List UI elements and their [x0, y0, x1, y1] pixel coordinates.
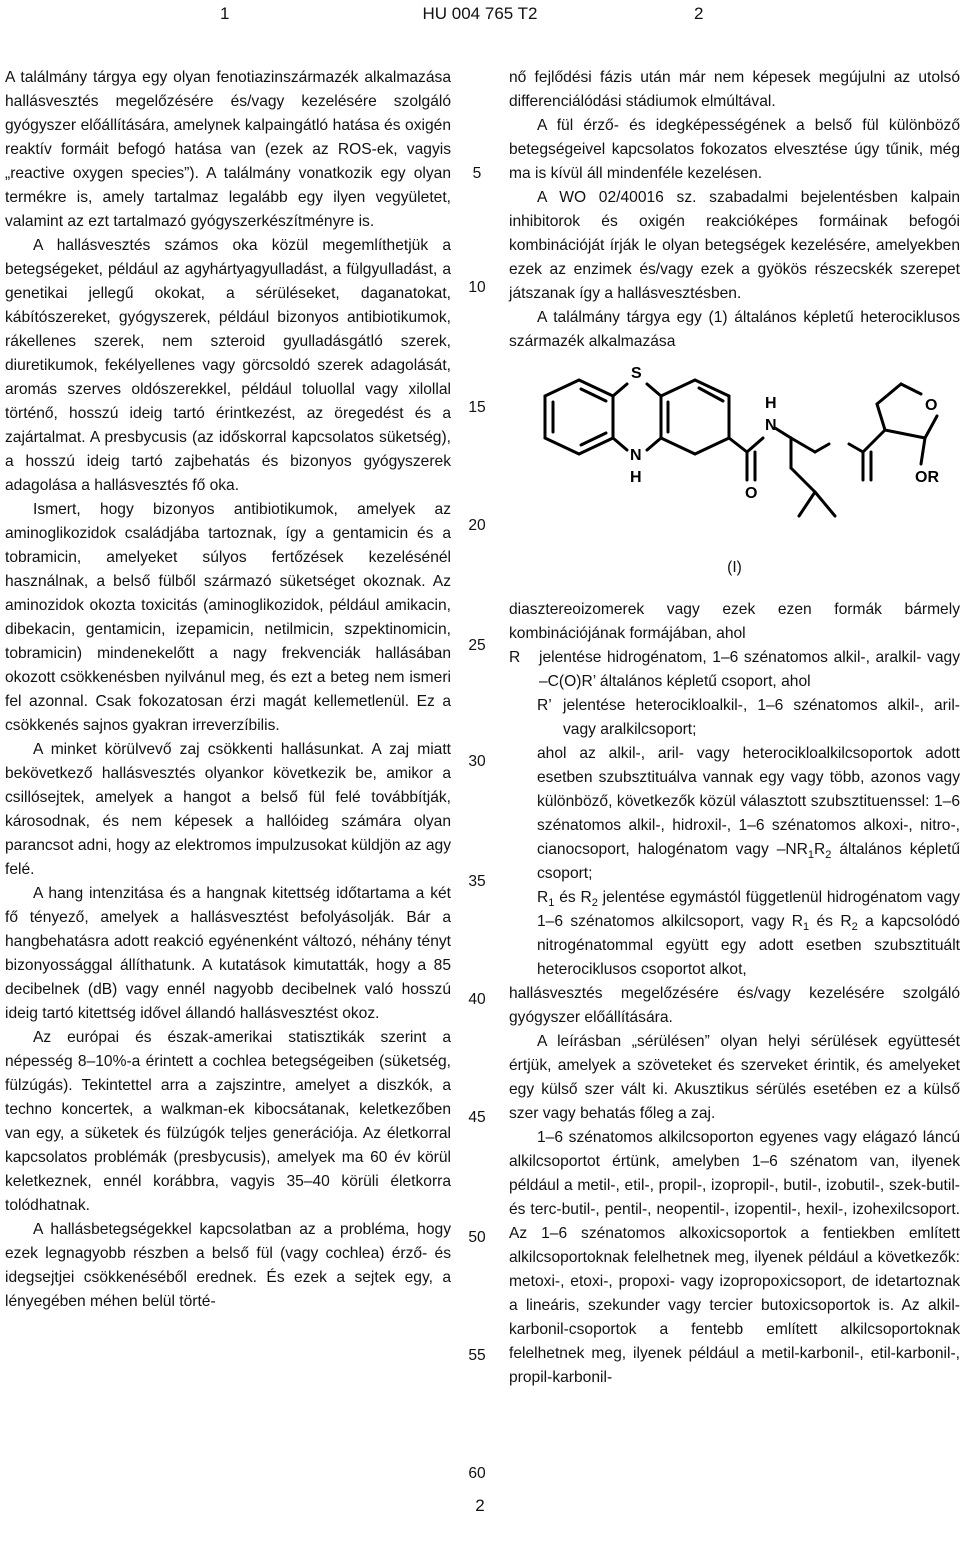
text: és R: [554, 889, 592, 906]
text: jelentése egymástól függetlenül hidrogénatom vagy 1–6 szénatomos alkilcsoport, vagy R: [537, 889, 960, 930]
oxygen-atom-label: O: [925, 397, 938, 414]
line-number: 55: [468, 1347, 486, 1364]
text: és R: [809, 913, 852, 930]
paragraph: A hallásvesztés számos oka közül megemlíthetjük a betegségeket, például az agyhártyagyulladást, a fülgyulladást, a genetikai jellegű okokat, a sérüléseket, daganatokat, kábítószereket, gyógyszerek, például bizonyos antibiotikumok, rákellenes szerek, nem szteroid gyulladásgátló szerek, diuretikumok, fekélyellenes vagy görcsoldó szerek adagolását, aromás szerves oldószerekkel, például toluollal vagy xilollal történő, hosszú ideig tartó érintkezést, az öregedést és a zajártalmat. A presbycusis (az időskorral kapcsolatos süketség), a hosszú ideig tartó zajbehatás és bizonyos gyógyszerek adagolása a hallásvesztés fő oka.: [5, 237, 451, 494]
subscript: 2: [591, 897, 598, 910]
line-number: 10: [468, 279, 486, 296]
oxygen-atom-label: O: [745, 485, 758, 502]
paragraph: hallásvesztés megelőzésére és/vagy kezelésére szolgáló gyógyszer előállítására.: [509, 985, 960, 1026]
structural-formula: [523, 356, 953, 556]
nitrogen-atom-label: N: [630, 447, 642, 464]
definition-r: [509, 646, 960, 694]
line-number: 5: [472, 165, 482, 182]
right-column: [509, 66, 960, 1390]
paragraph: Az európai és észak-amerikai statisztikák szerint a népesség 8–10%-a érintett a cochlea betegségeiben (süketség, fülzúgás). Tekintettel arra a zajszintre, amelyet a diszkók, a techno koncertek, a walkman-ek kibocsátanak, keletkezőben van egy, a süketek és fülzúgók teljes generációja. Az életkorral kapcsolatos problémák (presbycusis), amelyek ma 60 év körül keletkeznek, ennél korábbra, vagyis 35–40 körüli életkorra tolódhatnak.: [5, 1029, 451, 1214]
paragraph: A találmány tárgya egy (1) általános képletű heterociklusos származék alkalmazása: [509, 309, 960, 350]
paragraph: A WO 02/40016 sz. szabadalmi bejelentésben kalpain inhibitorok és oxigén reakcióképes formáinak befogói kombinációját írják le olyan betegségek kezelésére, amelyekben ezek az enzimek és/vagy ezek a gyökös részecskék szerepet játszanak így a hallásvesztésben.: [509, 189, 960, 302]
line-number: 15: [468, 399, 486, 416]
formula-label: (I): [727, 559, 742, 576]
hydrogen-atom-label: H: [630, 469, 642, 486]
line-number: 20: [468, 517, 486, 534]
patent-id: HU 004 765 T2: [422, 4, 538, 23]
paragraph: A hang intenzitása és a hangnak kitettség időtartama a két fő tényező, amelyek a hallásvesztést befolyásolják. Bár a hangbehatásra adott reakció egyénenként változó, néhány tényt bizonyossággal állíthatunk. A kutatások kimutatták, hogy a 85 decibelnek (dB) vagy ennél nagyobb decibelnek való hosszú ideig tartó kitettség idővel állandó hallásvesztést okoz.: [5, 885, 451, 1022]
symbol: R’: [537, 697, 552, 714]
line-number: 60: [468, 1465, 486, 1482]
right-page-number: 2: [694, 4, 704, 23]
page-footer-number: 2: [475, 1496, 485, 1515]
definition-text: jelentése hidrogénatom, 1–6 szénatomos alkil-, aralkil- vagy –C(O)R’ általános képletű csoport, ahol: [539, 649, 960, 690]
subscript: 1: [807, 849, 815, 862]
line-number: 30: [468, 753, 486, 770]
definition-r1-r2: [509, 886, 960, 982]
paragraph: A fül érző- és idegképességének a belső fül különböző betegségeivel kapcsolatos fokozatos elvesztése úgy tűnik, még ma is kívül áll mindenféle kezelésen.: [509, 117, 960, 182]
left-column: [5, 66, 451, 1314]
text: R: [814, 841, 826, 858]
paragraph: nő fejlődési fázis után már nem képesek megújulni az utolsó differenciálódási stádiumok elmúltával.: [509, 69, 960, 110]
text: ahol az alkil-, aril- vagy heterocikloalkilcsoportok adott esetben szubsztituálva vannak egy vagy több, azonos vagy különböző, következők közül választott szubsztituenssel: 1–6 szénatomos alkil-, hidroxil-, 1–6 szénatomos alkoxi-, nitro-, cianocsoport, halogénatom vagy –NR: [537, 745, 960, 858]
paragraph: A minket körülvevő zaj csökkenti hallásunkat. A zaj miatt bekövetkező hallásvesztés olyankor következik be, amikor a csillósejtek, amelyek a hangot a belső fül felé továbbítják, károsodnak, és nem képesek a hallóideg számára olyan parancsot adni, hogy az elektromos impulzusokat küldjön az agy felé.: [5, 741, 451, 878]
text: R: [537, 889, 549, 906]
substituent-definition: [509, 742, 960, 886]
symbol: R: [509, 649, 521, 666]
paragraph: A leírásban „sérülésen” olyan helyi sérülések együttesét értjük, amelyek a szöveteket és szerveket érintik, és amelyeket egy külső szer vált ki. Akusztikus sérülés esetében ez a külső szer vagy behatás főleg a zaj.: [509, 1033, 960, 1122]
subscript: 1: [803, 921, 810, 934]
hydrogen-atom-label: H: [765, 395, 777, 412]
subscript: 2: [825, 849, 832, 862]
subscript: 1: [548, 897, 555, 910]
paragraph: A hallásbetegségekkel kapcsolatban az a probléma, hogy ezek legnagyobb részben a belső fül (vagy cochlea) érző- és idegsejtjei csökkenéséből erednek. És ezek a sejtek egy, a lényegében méhen belül törté-: [5, 1221, 451, 1310]
line-number: 50: [468, 1229, 486, 1246]
line-number: 40: [468, 991, 486, 1008]
paragraph: diasztereoizomerek vagy ezek ezen formák bármely kombinációjának formájában, ahol: [509, 601, 960, 642]
left-page-number: 1: [220, 4, 230, 23]
line-number: 35: [468, 873, 486, 890]
subscript: 2: [851, 921, 858, 934]
line-number: 25: [468, 637, 486, 654]
line-number: 45: [468, 1109, 486, 1126]
text: általános képletű csoport;: [537, 841, 960, 882]
text: a kapcsolódó nitrogénatommal együtt egy adott esetben szubsztituált heterociklusos csoportot alkot,: [537, 913, 960, 978]
or-group-label: OR: [915, 469, 939, 486]
definition-r-prime: [509, 694, 960, 742]
nitrogen-atom-label: N: [765, 417, 777, 434]
paragraph: 1–6 szénatomos alkilcsoporton egyenes vagy elágazó láncú alkilcsoportot értünk, amelyben 1–6 szénatom van, ilyenek például a metil-, etil-, propil-, izopropil-, butil-, izobutil-, szek-butil- és terc-butil-, pentil-, neopentil-, izopentil-, hexil-, izohexilcsoport. Az 1–6 szénatomos alkoxicsoportok a fentiekben említett alkilcsoportoknak felelhetnek meg, ilyenek például a következők: metoxi-, etoxi-, propoxi- vagy izopropoxicsoport, de idetartoznak a lineáris, szekunder vagy tercier butoxicsoportok is. Az alkil-karbonil-csoportok a fentebb említett alkilcsoportoknak felelhetnek meg, ilyenek például a metil-karbonil-, etil-karbonil-, propil-karbonil-: [509, 1129, 960, 1386]
chemical-structure-figure: [509, 354, 960, 598]
paragraph: Ismert, hogy bizonyos antibiotikumok, amelyek az aminoglikozidok családjába tartoznak, így a gentamicin és a tobramicin, amelyeket súlyos fertőzések kezelésénél használnak, a belső fülből származó süketséget okoznak. Az aminozidok okozta toxicitás (aminoglikozidok, például amikacin, dibekacin, gentamicin, izepamicin, netilmicin, szpektinomicin, tobramicin) mindenekelőtt a nagy frekvenciák hallásában okozott csökkenésben nyilvánul meg, és ezt a beteg nem ismeri fel azonnal. Csak fokozatosan érzi magát kellemetlenül. Ez a csökkenés sajnos gyakran irreverzíbilis.: [5, 501, 451, 734]
paragraph: A találmány tárgya egy olyan fenotiazinszármazék alkalmazása hallásvesztés megelőzésére és/vagy kezelésére szolgáló gyógyszer előállítására, amelynek kalpaingátló hatása és oxigén reaktív formáit befogó hatása van (ezek az ROS-ek, vagyis „reactive oxygen species”). A találmány vonatkozik egy olyan termékre is, amely tartalmaz legalább egy ilyen vegyületet, valamint az ezt tartalmazó gyógyszerkészítményre is.: [5, 69, 451, 230]
sulfur-atom-label: S: [631, 365, 642, 382]
definition-text: jelentése heterocikloalkil-, 1–6 szénatomos alkil-, aril- vagy aralkilcsoport;: [563, 697, 960, 738]
